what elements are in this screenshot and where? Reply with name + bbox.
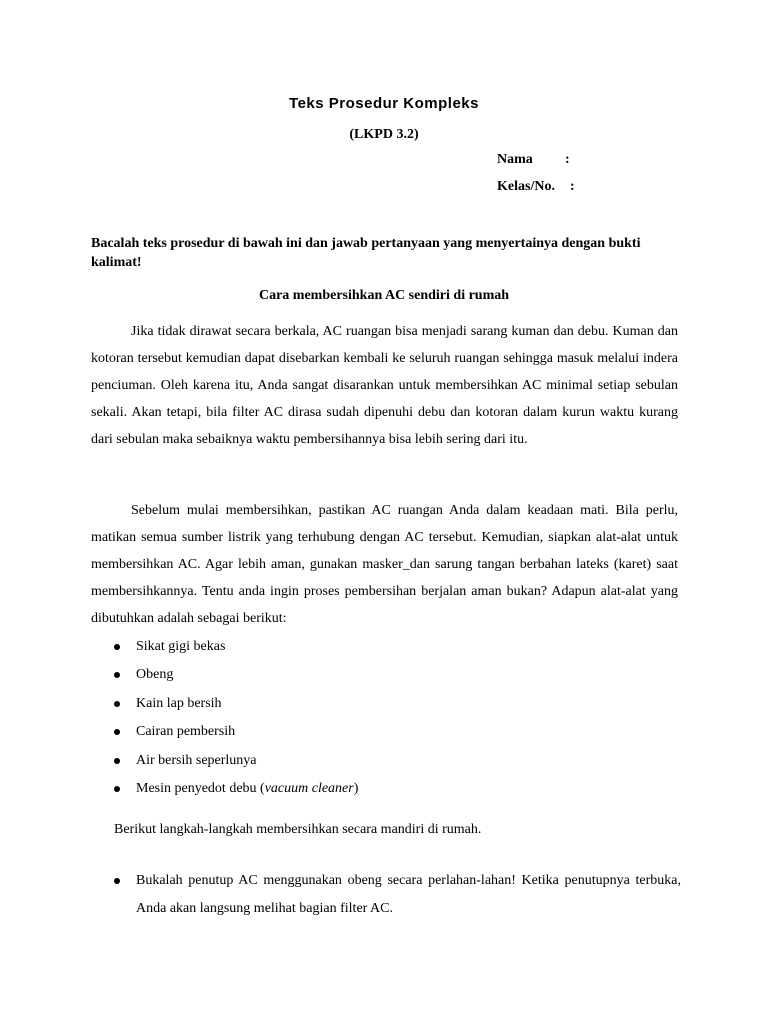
list-item xyxy=(91,775,681,803)
bullet-icon xyxy=(114,729,120,735)
bullet-icon xyxy=(114,878,120,884)
bullet-icon xyxy=(114,701,120,707)
list-item xyxy=(91,747,681,775)
bullet-icon xyxy=(114,758,120,764)
bullet-icon xyxy=(114,786,120,792)
step-item xyxy=(91,867,681,923)
list-item-text-suffix: ) xyxy=(353,780,359,796)
list-item xyxy=(91,718,681,746)
field-kelas-label: Kelas/No. xyxy=(497,179,555,194)
field-kelas-colon: : xyxy=(570,179,575,194)
paragraph-intro: Jika tidak dirawat secara berkala, AC ruangan bisa menjadi sarang kuman dan debu. Kuman dan kotoran tersebut kemudian dapat disebarkan kembali ke seluruh ruangan sehingga masuk melalui indera penciuman. Oleh karena itu, Anda sangat disarankan untuk membersihkan AC minimal setiap sebulan sekali. Akan tetapi, bila filter AC dirasa sudah dipenuhi debu dan kotoran dalam kurun waktu kurang dari sebulan maka sebaiknya waktu pembersihannya bisa lebih sering dari itu. xyxy=(91,324,678,447)
field-kelas xyxy=(497,179,575,195)
list-item-text: Kain lap bersih xyxy=(136,695,222,711)
list-item-text: Sikat gigi bekas xyxy=(136,639,226,654)
list-item xyxy=(91,633,681,661)
list-item-text-prefix: Mesin penyedot debu ( xyxy=(136,780,265,796)
list-item-text: Air bersih seperlunya xyxy=(136,752,257,768)
document-subtitle: (LKPD 3.2) xyxy=(349,127,419,142)
list-item-text: Cairan pembersih xyxy=(136,724,236,740)
steps-intro-text: Berikut langkah-langkah membersihkan secara mandiri di rumah. xyxy=(114,822,482,837)
instruction-text: Bacalah teks prosedur di bawah ini dan jawab pertanyaan yang menyertainya dengan bukti kalimat! xyxy=(91,236,641,270)
list-item-text: Obeng xyxy=(136,667,174,683)
field-nama xyxy=(497,152,570,168)
tools-list xyxy=(91,633,681,803)
list-item xyxy=(91,661,681,689)
bullet-icon xyxy=(114,672,120,678)
list-item xyxy=(91,690,681,718)
bullet-icon xyxy=(114,644,120,650)
field-nama-colon: : xyxy=(565,152,570,167)
field-nama-label: Nama xyxy=(497,152,533,167)
section-title: Cara membersihkan AC sendiri di rumah xyxy=(258,288,510,303)
step-text: Bukalah penutup AC menggunakan obeng secara perlahan-lahan! Ketika penutupnya terbuka, Anda akan langsung melihat bagian filter AC. xyxy=(136,873,681,916)
document-title: Teks Prosedur Kompleks xyxy=(289,95,479,112)
list-item-text-italic: vacuum cleaner xyxy=(264,780,354,796)
paragraph-preparation: Sebelum mulai membersihkan, pastikan AC ruangan Anda dalam keadaan mati. Bila perlu, matikan semua sumber listrik yang terhubung dengan AC tersebut. Kemudian, siapkan alat-alat untuk membersihkan AC. Agar lebih aman, gunakan masker_dan sarung tangan berbahan lateks (karet) saat membersihkannya. Tentu anda ingin proses pembersihan berjalan aman bukan? Adapun alat-alat yang dibutuhkan adalah sebagai berikut: xyxy=(91,503,678,626)
